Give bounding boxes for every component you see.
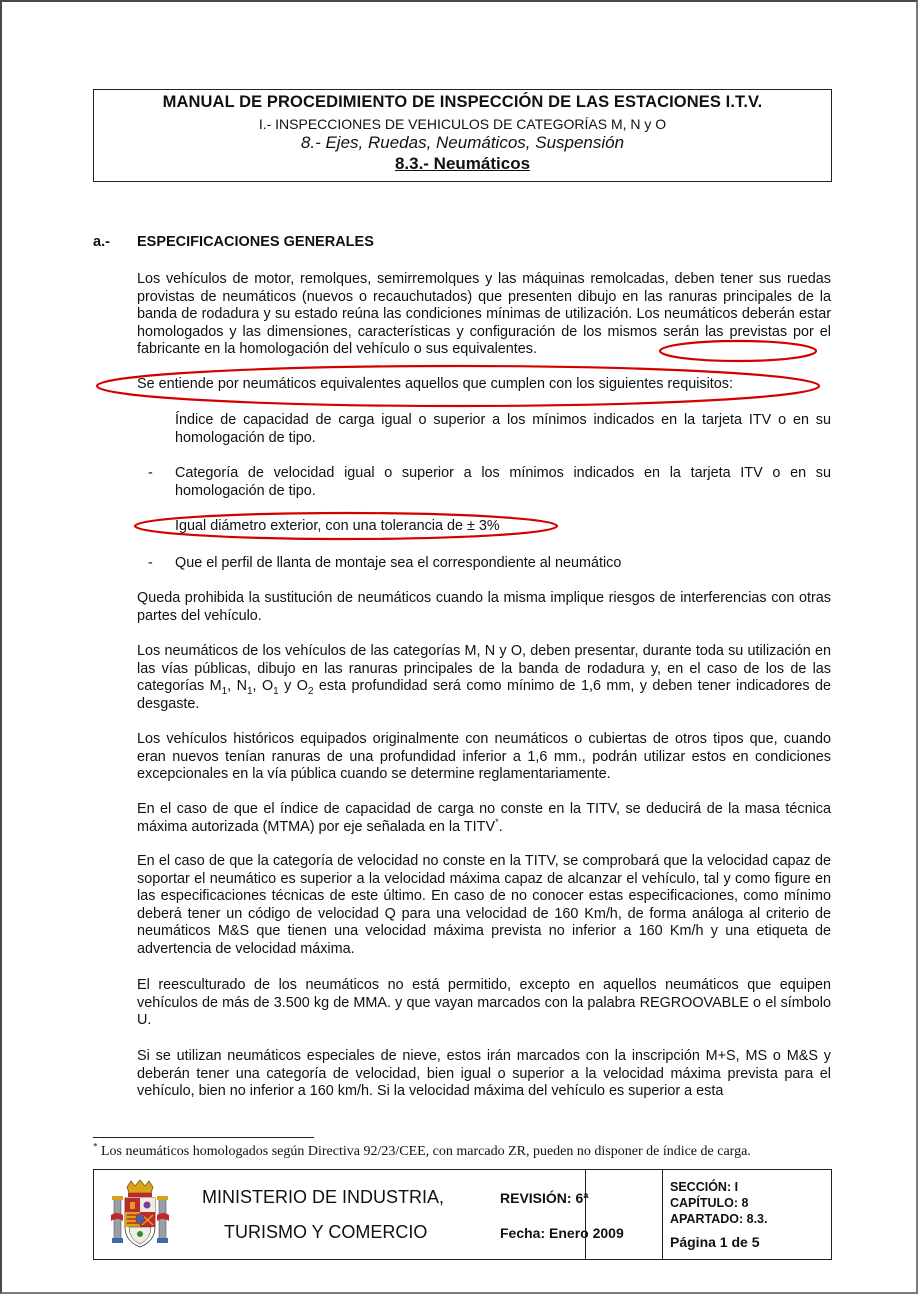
section-title: ESPECIFICACIONES GENERALES [137, 234, 374, 250]
document-footer [93, 1169, 832, 1260]
section-line: I.- INSPECCIONES DE VEHICULOS DE CATEGORÍAS M, N y O [258, 116, 667, 132]
subchapter-text: 8.3.- Neumáticos [394, 154, 531, 173]
p4-text-d: y O [278, 678, 308, 695]
chapter-line: 8.- Ejes, Ruedas, Neumáticos, Suspensión [300, 133, 625, 152]
p4-text-a: Los neumáticos de los vehículos de las categorías M, N y O, deben presentar, durante toda su utilización en las vías públicas, dibujo en las ranuras principales de la banda de rodadura y, en el caso de los de las categorías M [137, 643, 831, 695]
spain-coat-of-arms-icon [109, 1179, 171, 1251]
p4-subscript: 1 [246, 686, 253, 698]
p4-text-b: , N [227, 678, 247, 695]
p6-text: En el caso de que el índice de capacidad de carga no conste en la TITV, se deducirá de la masa técnica máxima autorizada (MTMA) por eje señalada en la TITV [137, 801, 831, 835]
paragraph-7: En el caso de que la categoría de velocidad no conste en la TITV, se comprobará que la velocidad capaz de soportar el neumático es superior a la velocidad máxima capaz de alcanzar el vehículo, tal y como figure en las especificaciones técnicas de este último. En caso de no conocer estas especificaciones, como mínimo deberá tener un código de velocidad Q para una velocidad de 160 Km/h, de forma análoga al criterio de neumáticos M&S que tienen una velocidad máxima prevista no inferior a 160 Km/h y una etiqueta de advertencia de velocidad máxima. [137, 853, 831, 957]
revision-label: REVISIÓN: 6ª [500, 1190, 589, 1206]
subchapter-line [94, 154, 831, 174]
footnote [93, 1141, 751, 1160]
p4-text-c: , O [252, 678, 274, 695]
paragraph-6 [137, 801, 831, 836]
paragraph-5: Los vehículos históricos equipados originalmente con neumáticos o cubiertas de otros tipos que, cuando eran nuevos tenían ranuras de una profundidad inferior a 1,6 mm., podrán utilizar estos en condiciones excepcionales en la vía pública cuando se determine reglamentariamente. [137, 731, 831, 783]
date-label: Fecha: Enero 2009 [500, 1225, 624, 1241]
bullet-dash: - [148, 555, 153, 571]
footer-divider [585, 1170, 586, 1259]
capitulo-label: CAPÍTULO: 8 [670, 1196, 749, 1210]
paragraph-9: Si se utilizan neumáticos especiales de nieve, estos irán marcados con la inscripción M+S, MS o M&S y deberán tener una categoría de velocidad, bien igual o superior a la velocidad máxima prevista para el vehículo, bien no inferior a 160 km/h. Si la velocidad máxima del vehículo es superior a esta [137, 1048, 831, 1100]
paragraph-8: El reesculturado de los neumáticos no está permitido, excepto en aquellos neumáticos que equipen vehículos de más de 3.500 kg de MMA. y que vayan marcados con la palabra REGROOVABLE o el símbolo U. [137, 977, 831, 1029]
paragraph-3: Queda prohibida la sustitución de neumáticos cuando la misma implique riesgos de interferencias con otras partes del vehículo. [137, 590, 831, 624]
paragraph-1: Los vehículos de motor, remolques, semirremolques y las máquinas remolcadas, deben tener sus ruedas provistas de neumáticos (nuevos o recauchutados) que presenten dibujo en las ranuras principales de la banda de rodadura y su estado reúna las condiciones mínimas de utilización. Los neumáticos deberán estar homologados y las dimensiones, características y configuración de los mismos serán las previstas por el fabricante en la homologación del vehículo o sus equivalentes. [137, 271, 831, 358]
paragraph-4 [137, 643, 831, 713]
footer-divider [662, 1170, 663, 1259]
apartado-label: APARTADO: 8.3. [670, 1212, 768, 1226]
page-number: Página 1 de 5 [670, 1234, 760, 1250]
section-letter: a.- [93, 234, 110, 250]
p4-text-e: esta profundidad será como mínimo de 1,6 mm, y deben tener indicadores de desgaste. [137, 678, 832, 712]
footnote-rule [93, 1137, 314, 1138]
requirement-item-4: Que el perfil de llanta de montaje sea el correspondiente al neumático [175, 555, 622, 571]
p4-subscript: 1 [221, 686, 228, 698]
requirement-item-1: Índice de capacidad de carga igual o superior a los mínimos indicados en la tarjeta ITV o en su homologación de tipo. [175, 412, 831, 446]
paragraph-2: Se entiende por neumáticos equivalentes aquellos que cumplen con los siguientes requisitos: [137, 376, 733, 392]
requirement-item-2: Categoría de velocidad igual o superior a los mínimos indicados en la tarjeta ITV o en su homologación de tipo. [175, 465, 831, 499]
ministry-name-line1: MINISTERIO DE INDUSTRIA, [202, 1187, 445, 1207]
requirement-item-3: Igual diámetro exterior, con una tolerancia de ± 3% [175, 518, 500, 534]
seccion-label: SECCIÓN: I [670, 1180, 739, 1194]
footnote-text: Los neumáticos homologados según Directiva 92/23/CEE, con marcado ZR, pueden no disponer de índice de carga. [97, 1144, 751, 1159]
footnote-marker: * [495, 816, 499, 827]
document-header [93, 89, 832, 182]
footnote-mark: * [93, 1141, 98, 1152]
p4-subscript: 2 [307, 686, 314, 698]
p6-end: . [498, 818, 503, 835]
document-location [670, 1179, 767, 1227]
manual-title: MANUAL DE PROCEDIMIENTO DE INSPECCIÓN DE LAS ESTACIONES I.T.V. [162, 93, 763, 111]
p4-subscript: 1 [273, 686, 279, 698]
bullet-dash: - [148, 465, 153, 481]
ministry-name-line2: TURISMO Y COMERCIO [224, 1222, 428, 1242]
